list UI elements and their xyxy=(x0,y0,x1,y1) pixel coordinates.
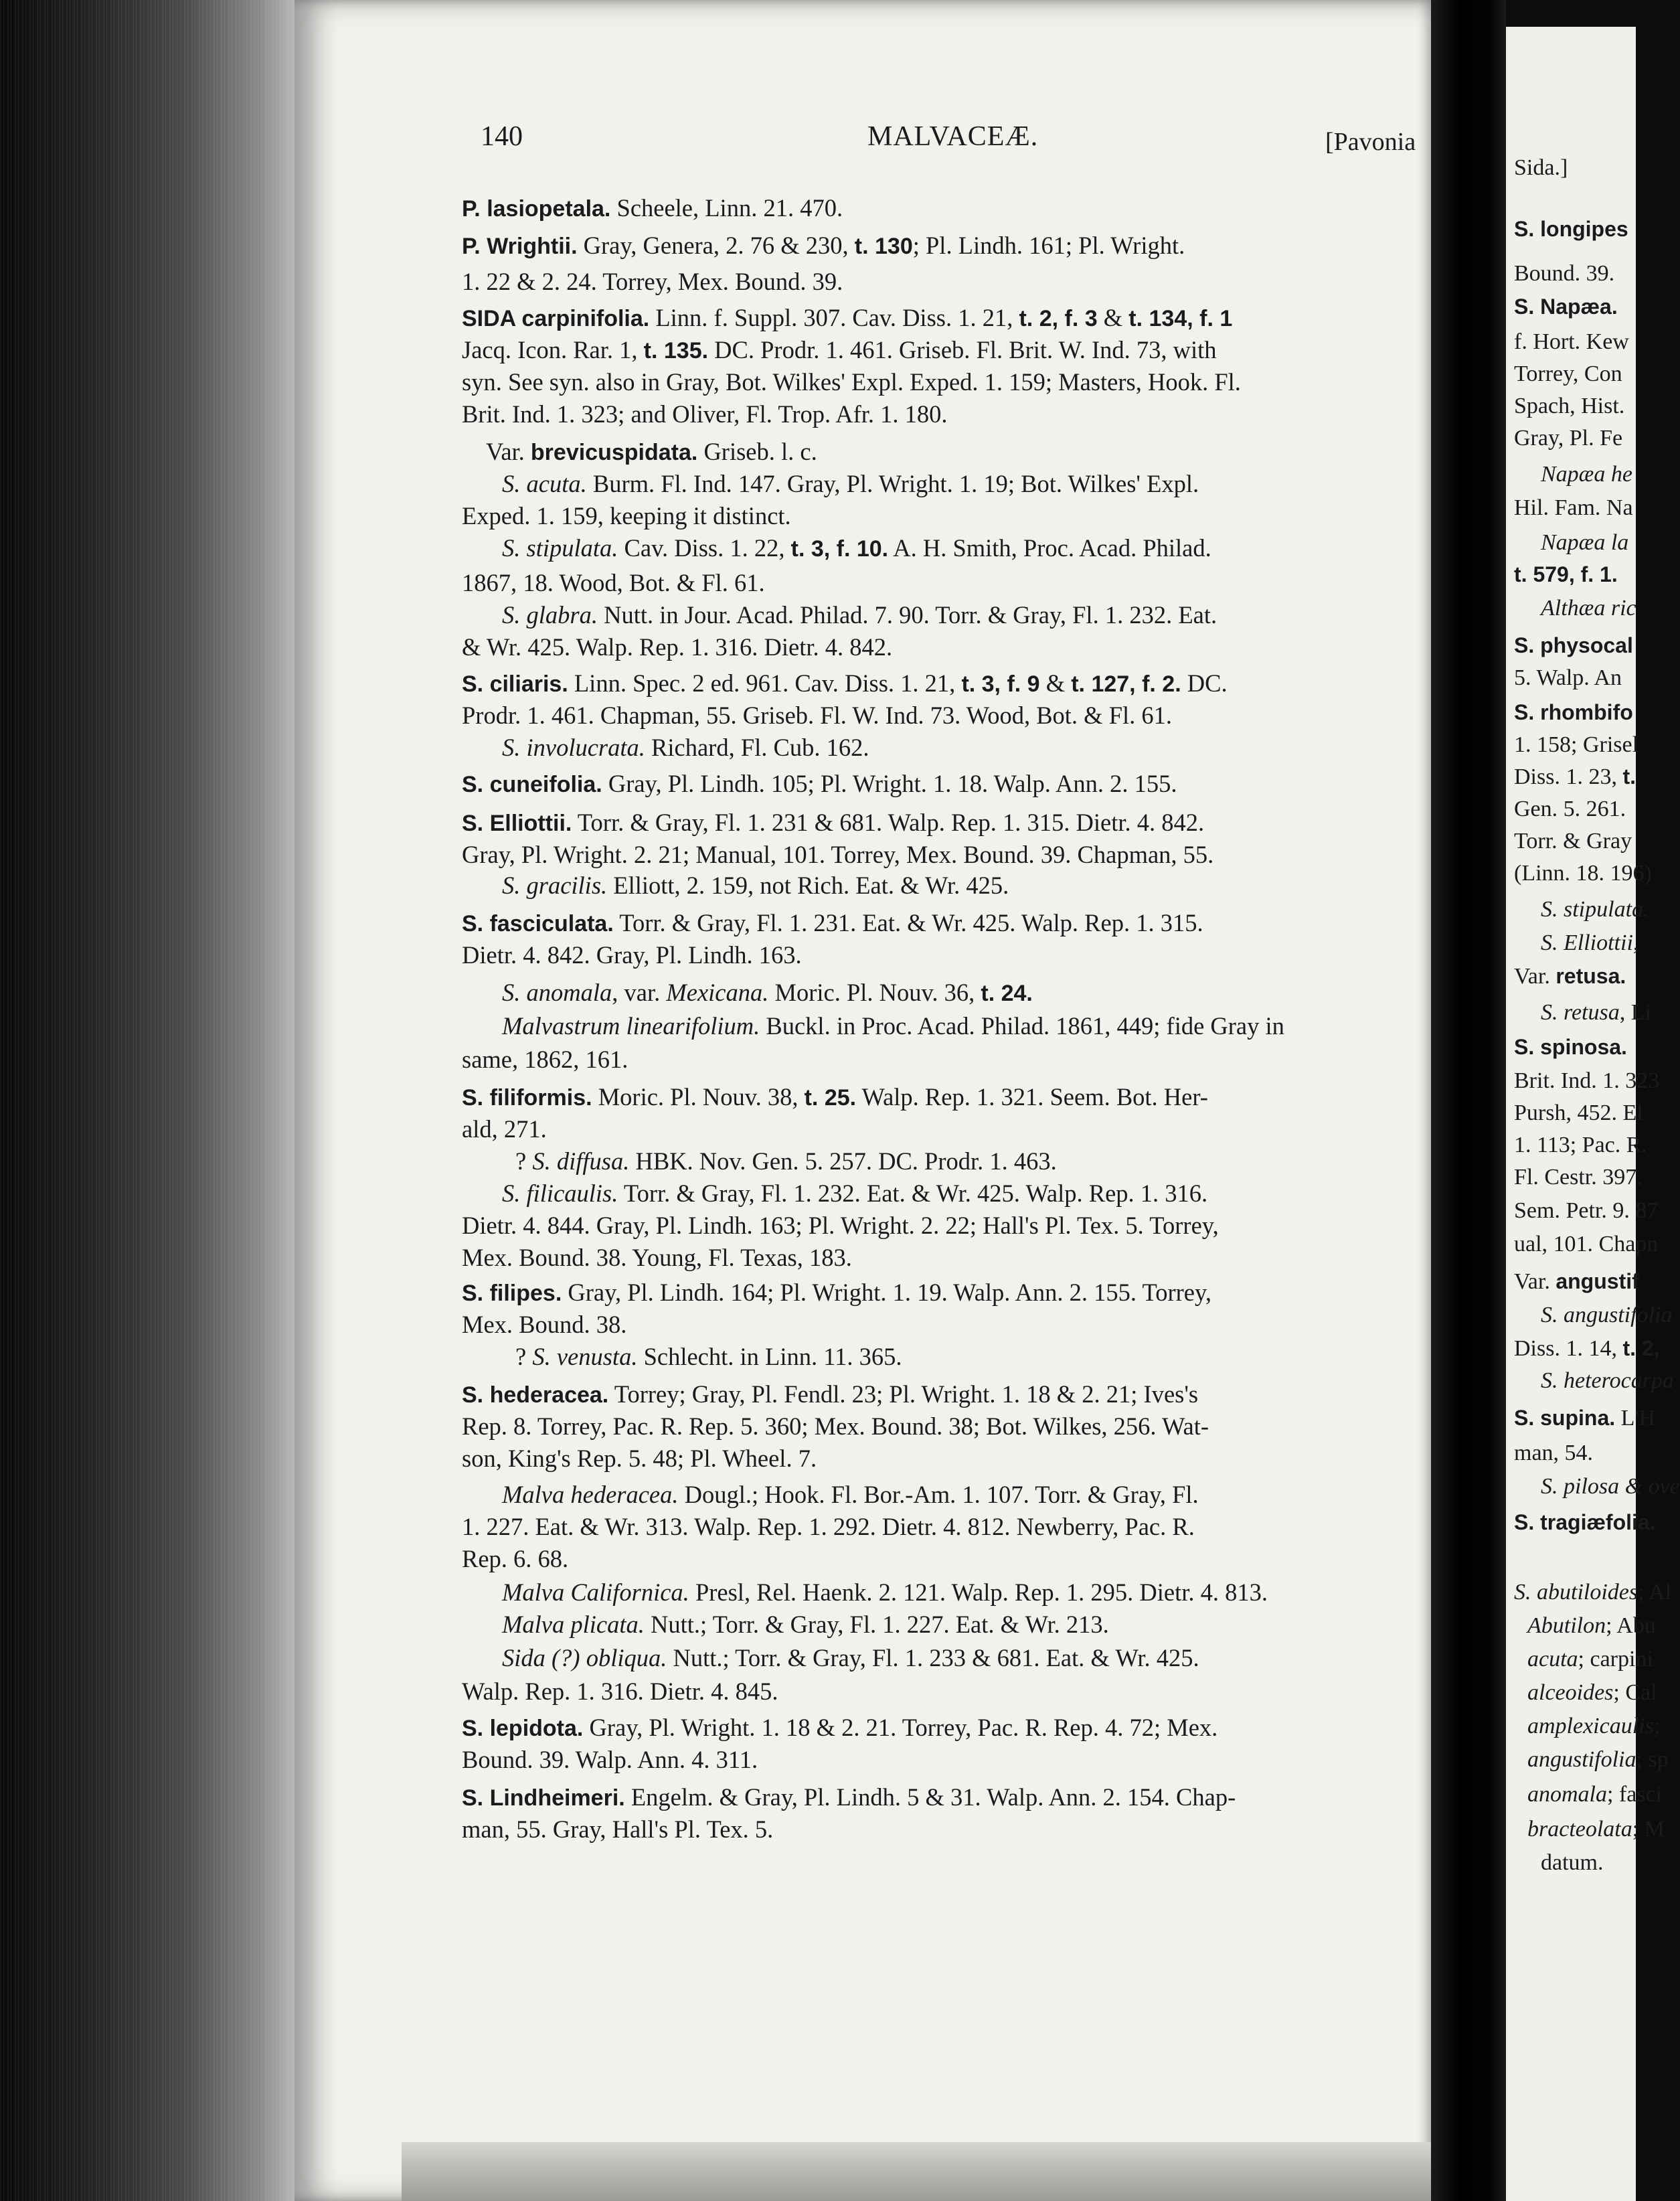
citation-text: Schlecht. in Linn. 11. 365. xyxy=(637,1343,902,1370)
facing-page-line xyxy=(1514,1510,1656,1536)
italic-synonym: Abutilon xyxy=(1527,1613,1606,1638)
citation-text: Bound. 39. xyxy=(1514,261,1615,286)
italic-synonym: amplexicaulis xyxy=(1527,1714,1654,1738)
entry-line xyxy=(462,230,1185,262)
entry-line xyxy=(502,1643,1199,1674)
italic-synonym: S. diffusa. xyxy=(532,1147,630,1175)
entry-line xyxy=(462,399,948,430)
citation-text: ? xyxy=(515,1343,533,1370)
citation-text: man, 54. xyxy=(1514,1441,1594,1465)
citation-text: ; carpini xyxy=(1578,1647,1653,1672)
citation-text: HBK. Nov. Gen. 5. 257. DC. Prodr. 1. 463. xyxy=(629,1147,1057,1175)
entry-line xyxy=(462,700,1172,731)
citation-text: Buckl. in Proc. Acad. Philad. 1861, 449; fide Gray in xyxy=(760,1012,1284,1040)
citation-text: , Li xyxy=(1619,1000,1651,1025)
citation-text: Prodr. 1. 461. Chapman, 55. Griseb. Fl. W. Ind. 73. Wood, Bot. & Fl. 61. xyxy=(462,702,1173,729)
bold-term: t. xyxy=(1622,764,1636,789)
citation-text: 1. 158; Grisel xyxy=(1514,732,1639,757)
citation-text: Gray, Pl. Fe xyxy=(1514,426,1623,451)
bold-term: S. Napæa. xyxy=(1514,295,1618,319)
citation-text: Richard, Fl. Cub. 162. xyxy=(645,734,869,761)
citation-text: Torr. & Gray, Fl. 1. 231. Eat. & Wr. 425. Walp. Rep. 1. 315. xyxy=(613,909,1203,936)
citation-text: Cav. Diss. 1. 22, xyxy=(618,534,791,562)
page-shadow-wedge xyxy=(402,2142,1432,2201)
facing-page-line xyxy=(1514,861,1652,886)
facing-page-line xyxy=(1527,1747,1669,1773)
italic-synonym: S. gracilis. xyxy=(502,872,608,899)
entry-line xyxy=(462,632,892,663)
entry-line xyxy=(462,1512,1195,1542)
entry-line xyxy=(515,1341,902,1372)
facing-page-line xyxy=(1541,1303,1672,1328)
citation-text: Torr. & Gray, Fl. 1. 232. Eat. & Wr. 425. Walp. Rep. 1. 316. xyxy=(618,1179,1208,1207)
citation-text: datum. xyxy=(1541,1850,1604,1875)
italic-synonym: S. venusta. xyxy=(532,1343,638,1370)
citation-text: f. Hort. Kew xyxy=(1514,329,1629,354)
citation-text: Gray, Pl. Lindh. 164; Pl. Wright. 1. 19. Walp. Ann. 2. 155. Torrey, xyxy=(562,1279,1211,1306)
facing-page-line xyxy=(1514,1441,1593,1466)
bold-term: S. filiformis. xyxy=(462,1085,592,1111)
citation-text: Spach, Hist. xyxy=(1514,394,1625,418)
italic-synonym: S. filicaulis. xyxy=(502,1179,618,1207)
entry-line xyxy=(502,977,1033,1009)
citation-text: Dietr. 4. 842. Gray, Pl. Lindh. 163. xyxy=(462,941,802,969)
citation-text: Moric. Pl. Nouv. 36, xyxy=(768,979,981,1006)
italic-synonym: anomala xyxy=(1527,1782,1607,1807)
facing-page-line xyxy=(1514,1232,1658,1257)
italic-synonym: bracteolata xyxy=(1527,1817,1632,1842)
citation-text: Linn. f. Suppl. 307. Cav. Diss. 1. 21, xyxy=(649,304,1019,331)
book-edge xyxy=(0,0,295,2201)
entry-line xyxy=(462,568,765,598)
citation-text: Bound. 39. Walp. Ann. 4. 311. xyxy=(462,1746,758,1773)
citation-text: Torr. & Gray xyxy=(1514,829,1632,853)
italic-synonym: S. stipulata. xyxy=(1541,897,1649,922)
facing-page-line xyxy=(1541,1000,1651,1026)
bold-term: S. cuneifolia. xyxy=(462,772,602,797)
citation-text: Torr. & Gray, Fl. 1. 231 & 681. Walp. Rep. 1. 315. Dietr. 4. 842. xyxy=(572,809,1205,836)
bold-term: S. supina. xyxy=(1514,1406,1616,1430)
citation-text: Rep. 8. Torrey, Pac. R. Rep. 5. 360; Mex. Bound. 38; Bot. Wilkes, 256. Wat- xyxy=(462,1412,1209,1440)
facing-page-line xyxy=(1514,633,1633,659)
italic-synonym: Napæa la xyxy=(1541,530,1629,555)
citation-text: ; Cal xyxy=(1613,1680,1657,1705)
citation-text: 1867, 18. Wood, Bot. & Fl. 61. xyxy=(462,569,765,596)
citation-text: Brit. Ind. 1. 323 xyxy=(1514,1068,1660,1093)
bold-term: t. 135. xyxy=(643,338,709,363)
entry-line xyxy=(462,1443,817,1474)
citation-text: Mex. Bound. 38. xyxy=(462,1311,627,1338)
bold-term: S. physocal xyxy=(1514,633,1633,657)
facing-page-line xyxy=(1514,495,1633,521)
bold-term: t. 3, f. 9 xyxy=(961,671,1040,697)
bold-term: retusa. xyxy=(1556,964,1626,988)
citation-text: Var. xyxy=(1514,1269,1556,1294)
italic-synonym: Malva hederacea. xyxy=(502,1481,679,1508)
facing-page-line xyxy=(1514,665,1622,691)
citation-text: Gray, Pl. Lindh. 105; Pl. Wright. 1. 18. Walp. Ann. 2. 155. xyxy=(602,770,1177,797)
facing-page-line xyxy=(1514,217,1628,242)
citation-text: Hil. Fam. Na xyxy=(1514,495,1633,520)
facing-page-line xyxy=(1514,1035,1627,1060)
citation-text: 1. 22 & 2. 24. Torrey, Mex. Bound. 39. xyxy=(462,268,843,295)
citation-text: Rep. 6. 68. xyxy=(462,1545,569,1572)
bold-term: S. longipes xyxy=(1514,217,1628,241)
facing-page-line xyxy=(1541,462,1632,487)
entry-line xyxy=(462,367,1241,398)
entry-line xyxy=(502,600,1217,631)
citation-text: A. H. Smith, Proc. Acad. Philad. xyxy=(888,534,1211,562)
bold-term: S. Lindheimeri. xyxy=(462,1785,625,1811)
italic-synonym: S. angustifolia xyxy=(1541,1303,1673,1327)
facing-page-line xyxy=(1514,1198,1658,1224)
bold-term: S. fasciculata. xyxy=(462,911,614,936)
bold-term: P. lasiopetala. xyxy=(462,196,611,222)
facing-page-line xyxy=(1514,1133,1647,1158)
citation-text: Brit. Ind. 1. 323; and Oliver, Fl. Trop. Afr. 1. 180. xyxy=(462,400,948,428)
entry-line xyxy=(462,940,802,971)
citation-text: 1. 227. Eat. & Wr. 313. Walp. Rep. 1. 292. Dietr. 4. 812. Newberry, Pac. R. xyxy=(462,1513,1195,1540)
citation-text: DC. Prodr. 1. 461. Griseb. Fl. Brit. W. Ind. 73, with xyxy=(708,336,1217,363)
entry-line xyxy=(486,436,817,468)
facing-page-line xyxy=(1514,261,1614,287)
entry-line xyxy=(462,668,1228,700)
italic-synonym: S. anomala xyxy=(502,979,612,1006)
facing-page-line xyxy=(1514,964,1626,989)
italic-synonym: S. acuta. xyxy=(502,470,587,497)
citation-text: ; Pl. Lindh. 161; Pl. Wright. xyxy=(912,232,1185,259)
italic-synonym: Malvastrum linearifolium. xyxy=(502,1012,760,1040)
facing-page-line xyxy=(1514,764,1636,790)
italic-synonym: Malva Californica. xyxy=(502,1578,689,1606)
bold-term: t. 25. xyxy=(804,1085,857,1111)
citation-text: Elliott, 2. 159, not Rich. Eat. & Wr. 425. xyxy=(607,872,1009,899)
citation-text: Var. xyxy=(486,438,531,465)
citation-text: Diss. 1. 14, xyxy=(1514,1336,1623,1361)
entry-line xyxy=(462,1411,1209,1442)
facing-page-line xyxy=(1541,897,1649,922)
citation-text: Gen. 5. 261. xyxy=(1514,797,1626,821)
citation-text: ; Al xyxy=(1638,1580,1672,1605)
entry-line xyxy=(462,908,1203,939)
italic-synonym: Malva plicata. xyxy=(502,1611,645,1638)
facing-page-line xyxy=(1514,829,1632,854)
entry-line xyxy=(462,1379,1198,1410)
entry-line xyxy=(462,193,843,224)
citation-text: Torrey, Con xyxy=(1514,361,1622,386)
citation-text: ; sp xyxy=(1636,1747,1669,1772)
facing-page-line xyxy=(1541,1368,1674,1394)
italic-synonym: S. retusa xyxy=(1541,1000,1620,1025)
bold-term: t. 3, f. 10. xyxy=(790,536,889,562)
italic-synonym: acuta xyxy=(1527,1647,1578,1672)
bold-term: S. spinosa. xyxy=(1514,1035,1627,1059)
citation-text: Gray, Pl. Wright. 1. 18 & 2. 21. Torrey, Pac. R. Rep. 4. 72; Mex. xyxy=(583,1714,1218,1741)
entry-line xyxy=(502,1577,1268,1608)
citation-text: & Wr. 425. Walp. Rep. 1. 316. Dietr. 4. 842. xyxy=(462,633,893,661)
entry-line xyxy=(462,1744,758,1775)
entry-line xyxy=(462,266,843,297)
citation-text: & xyxy=(1039,669,1072,697)
italic-synonym: S. involucrata. xyxy=(502,734,645,761)
facing-page xyxy=(1506,27,1680,2201)
facing-page-line xyxy=(1514,394,1624,419)
citation-text: Jacq. Icon. Rar. 1, xyxy=(462,336,644,363)
citation-text: ; xyxy=(1653,1714,1661,1738)
entry-line xyxy=(502,732,869,763)
facing-page-line xyxy=(1527,1817,1665,1842)
facing-page-line xyxy=(1514,361,1622,387)
entry-line xyxy=(502,533,1211,564)
bold-term: brevicuspidata. xyxy=(530,440,698,465)
facing-page-line xyxy=(1514,426,1622,451)
bold-term: SIDA carpinifolia. xyxy=(462,306,650,331)
entry-line xyxy=(502,1178,1207,1209)
italic-synonym: angustifolia xyxy=(1527,1747,1636,1772)
citation-text: Gray, Pl. Wright. 2. 21; Manual, 101. Torrey, Mex. Bound. 39. Chapman, 55. xyxy=(462,841,1214,868)
italic-synonym: Sida (?) obliqua. xyxy=(502,1644,667,1672)
entry-line xyxy=(462,1210,1219,1241)
facing-page-line xyxy=(1527,1680,1657,1706)
entry-line xyxy=(462,1044,628,1075)
italic-synonym: S. stipulata. xyxy=(502,534,618,562)
facing-page-line xyxy=(1514,732,1639,758)
facing-page-line xyxy=(1514,700,1633,726)
facing-page-line xyxy=(1527,1714,1660,1739)
entry-line xyxy=(462,1782,1236,1813)
entry-line xyxy=(462,1082,1208,1113)
facing-page-line xyxy=(1541,1850,1603,1876)
facing-page-line xyxy=(1541,930,1639,956)
citation-text: Burm. Fl. Ind. 147. Gray, Pl. Wright. 1. 19; Bot. Wilkes' Expl. xyxy=(586,470,1199,497)
italic-synonym: Althæa ric xyxy=(1541,596,1636,621)
facing-page-line xyxy=(1514,1165,1643,1190)
bold-term: t. 24. xyxy=(981,981,1033,1006)
page-number: 140 xyxy=(481,121,523,152)
citation-text: ald, 271. xyxy=(462,1115,547,1143)
citation-text: DC. xyxy=(1181,669,1228,697)
bold-term: P. Wrightii. xyxy=(462,234,578,259)
citation-text: same, 1862, 161. xyxy=(462,1046,628,1073)
citation-text: Nutt. in Jour. Acad. Philad. 7. 90. Torr. & Gray, Fl. 1. 232. Eat. xyxy=(597,601,1217,629)
entry-line xyxy=(502,870,1009,901)
bold-term: t. 579, f. 1. xyxy=(1514,562,1618,586)
facing-page-line xyxy=(1514,295,1618,320)
citation-text: Sem. Petr. 9. 87 xyxy=(1514,1198,1659,1223)
citation-text: Walp. Rep. 1. 316. Dietr. 4. 845. xyxy=(462,1678,778,1705)
facing-page-line xyxy=(1514,1336,1660,1362)
citation-text: Diss. 1. 23, xyxy=(1514,764,1623,789)
citation-text: Var. xyxy=(1514,964,1556,989)
entry-line xyxy=(462,1712,1217,1744)
citation-text: 5. Walp. An xyxy=(1514,665,1622,690)
entry-line xyxy=(462,1242,852,1273)
facing-page-line xyxy=(1541,1474,1680,1499)
citation-text: Linn. Spec. 2 ed. 961. Cav. Diss. 1. 21, xyxy=(568,669,962,697)
running-title: MALVACEÆ. xyxy=(867,121,1039,152)
entry-line xyxy=(462,768,1177,800)
italic-synonym: Napæa he xyxy=(1541,462,1632,487)
citation-text: L'H xyxy=(1615,1406,1656,1431)
bold-term: S. rhombifo xyxy=(1514,700,1633,724)
citation-text: ual, 101. Chapn xyxy=(1514,1232,1659,1256)
entry-line xyxy=(462,839,1213,870)
facing-page-line xyxy=(1527,1613,1656,1639)
entry-line xyxy=(462,501,791,532)
facing-page-line xyxy=(1514,1269,1639,1295)
italic-synonym: S. heterocarpa xyxy=(1541,1368,1674,1393)
bold-term: t. 2, xyxy=(1622,1336,1660,1360)
citation-text: Nutt.; Torr. & Gray, Fl. 1. 233 & 681. Eat. & Wr. 425. xyxy=(667,1644,1199,1672)
entry-line xyxy=(502,1609,1109,1640)
citation-text: Presl, Rel. Haenk. 2. 121. Walp. Rep. 1. 295. Dietr. 4. 813. xyxy=(689,1578,1268,1606)
entry-line xyxy=(462,1676,778,1707)
bold-term: t. 2, f. 3 xyxy=(1019,306,1098,331)
citation-text: Fl. Cestr. 397. xyxy=(1514,1165,1643,1190)
citation-text: Walp. Rep. 1. 321. Seem. Bot. Her- xyxy=(856,1083,1208,1111)
citation-text: Dietr. 4. 844. Gray, Pl. Lindh. 163; Pl. Wright. 2. 22; Hall's Pl. Tex. 5. Torrey, xyxy=(462,1212,1219,1239)
bold-term: S. filipes. xyxy=(462,1281,562,1306)
citation-text: Scheele, Linn. 21. 470. xyxy=(610,194,843,222)
bold-term: angustif xyxy=(1556,1269,1639,1293)
entry-line xyxy=(502,1479,1199,1510)
italic-synonym: Mexicana. xyxy=(666,979,769,1006)
citation-text: 1. 113; Pac. R. xyxy=(1514,1133,1647,1157)
facing-page-line xyxy=(1514,1406,1655,1431)
facing-page-line xyxy=(1541,530,1628,556)
citation-text: Nutt.; Torr. & Gray, Fl. 1. 227. Eat. & Wr. 213. xyxy=(644,1611,1109,1638)
entry-line xyxy=(502,469,1199,499)
facing-page-line xyxy=(1514,1580,1671,1605)
entry-line xyxy=(462,1544,568,1574)
citation-text: Griseb. l. c. xyxy=(697,438,817,465)
bold-term: S. hederacea. xyxy=(462,1382,609,1408)
citation-text: Exped. 1. 159, keeping it distinct. xyxy=(462,502,791,529)
italic-synonym: S. abutiloides xyxy=(1514,1580,1639,1605)
bold-term: t. 130 xyxy=(854,234,913,259)
book-gutter xyxy=(1431,0,1506,2201)
facing-page-line xyxy=(1514,797,1626,822)
italic-synonym: S. Elliottii, xyxy=(1541,930,1639,955)
facing-page-line xyxy=(1527,1782,1662,1807)
facing-page-line xyxy=(1541,596,1636,621)
entry-line xyxy=(462,1309,626,1340)
genus-bracket: [Pavonia xyxy=(1325,128,1416,156)
bold-term: S. Elliottii. xyxy=(462,811,572,836)
entry-line xyxy=(462,1114,547,1145)
citation-text: Torrey; Gray, Pl. Fendl. 23; Pl. Wright. 1. 18 & 2. 21; Ives's xyxy=(608,1380,1199,1408)
facing-page-line xyxy=(1527,1647,1653,1672)
citation-text: son, King's Rep. 5. 48; Pl. Wheel. 7. xyxy=(462,1445,817,1472)
citation-text: syn. See syn. also in Gray, Bot. Wilkes' Expl. Exped. 1. 159; Masters, Hook. Fl. xyxy=(462,368,1241,396)
citation-text: (Linn. 18. 196) xyxy=(1514,861,1652,886)
citation-text: Pursh, 452. El xyxy=(1514,1100,1643,1125)
bold-term: t. 134, f. 1 xyxy=(1128,306,1233,331)
bold-term: S. lepidota. xyxy=(462,1716,584,1741)
citation-text: man, 55. Gray, Hall's Pl. Tex. 5. xyxy=(462,1815,774,1843)
citation-text: Engelm. & Gray, Pl. Lindh. 5 & 31. Walp. Ann. 2. 154. Chap- xyxy=(624,1783,1236,1811)
citation-text: ? xyxy=(515,1147,533,1175)
citation-text: Gray, Genera, 2. 76 & 230, xyxy=(577,232,855,259)
citation-text: ; Abu xyxy=(1606,1613,1656,1638)
bold-term: t. 127, f. 2. xyxy=(1071,671,1181,697)
citation-text: Moric. Pl. Nouv. 38, xyxy=(592,1083,805,1111)
citation-text: Mex. Bound. 38. Young, Fl. Texas, 183. xyxy=(462,1244,852,1271)
entry-line xyxy=(515,1146,1057,1177)
entry-line xyxy=(462,335,1217,366)
bold-term: S. tragiæfolia. xyxy=(1514,1510,1656,1534)
italic-synonym: S. glabra. xyxy=(502,601,598,629)
italic-synonym: S. pilosa & ove xyxy=(1541,1474,1680,1499)
facing-page-line xyxy=(1514,329,1629,355)
facing-page-line xyxy=(1514,1100,1643,1126)
entry-line xyxy=(462,1277,1211,1309)
citation-text: & xyxy=(1097,304,1129,331)
entry-line xyxy=(462,807,1204,839)
bold-term: S. ciliaris. xyxy=(462,671,568,697)
entry-line xyxy=(502,1011,1284,1042)
citation-text: , var. xyxy=(612,979,667,1006)
entry-line xyxy=(462,303,1232,334)
facing-page-line xyxy=(1514,562,1618,588)
italic-synonym: alceoides xyxy=(1527,1680,1614,1705)
entry-line xyxy=(462,1814,773,1845)
citation-text: Dougl.; Hook. Fl. Bor.-Am. 1. 107. Torr. & Gray, Fl. xyxy=(678,1481,1199,1508)
facing-page-header: Sida.] xyxy=(1514,155,1568,180)
facing-page-line xyxy=(1514,1068,1659,1094)
citation-text: ; M xyxy=(1632,1817,1665,1842)
citation-text: ; fasci xyxy=(1607,1782,1663,1807)
